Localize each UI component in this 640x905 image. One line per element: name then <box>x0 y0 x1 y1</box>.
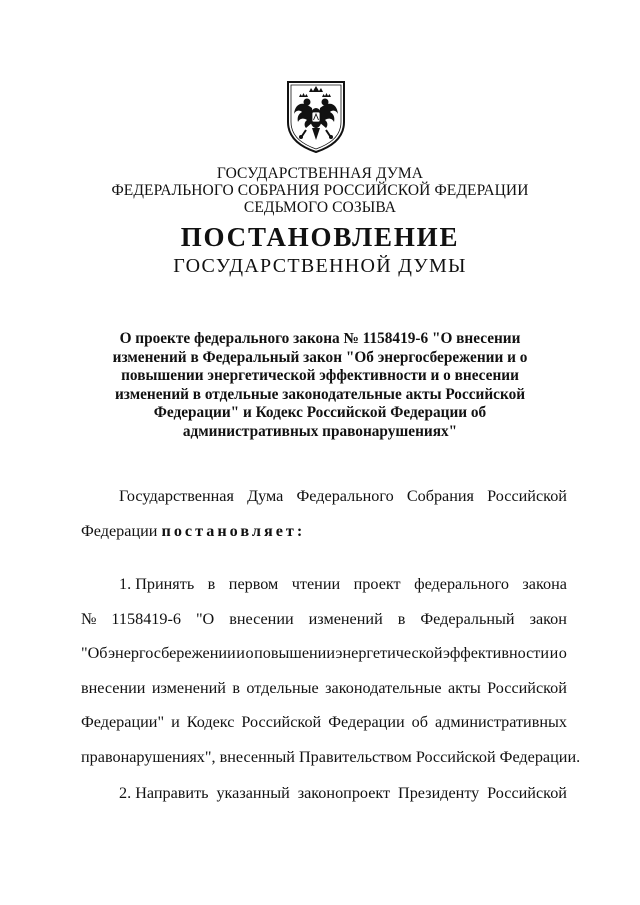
item-1-line-4 <box>81 678 567 713</box>
word: о <box>558 644 567 662</box>
item-1-line-6 <box>81 747 581 782</box>
word: Собрания <box>406 487 475 505</box>
word: "Об <box>81 644 108 662</box>
resolves-word: постановляет: <box>161 521 306 540</box>
word: закона <box>522 575 567 593</box>
word: № <box>81 609 97 628</box>
item-1-line-5 <box>81 712 567 747</box>
word: Государственная <box>119 487 234 505</box>
word: Федерации <box>81 521 158 540</box>
word: Федеральный <box>420 609 515 628</box>
word: административных <box>435 713 567 731</box>
word: Российской <box>241 713 322 731</box>
word: Кодекс <box>186 713 235 731</box>
word: Российской <box>487 487 567 505</box>
word: законодательные <box>325 678 442 697</box>
word: и <box>171 713 180 731</box>
item-1-line-3 <box>81 643 567 678</box>
word: энергетической <box>335 644 443 662</box>
word: в <box>207 575 216 593</box>
word: акты <box>447 678 481 697</box>
russian-coat-of-arms-emblem <box>282 78 350 154</box>
word: внесении <box>229 609 294 628</box>
word: об <box>411 713 428 731</box>
word: законопроект <box>297 784 391 802</box>
subject-line: О проекте федерального закона № 1158419-6 "О внесении <box>119 330 521 347</box>
subject-line: повышении энергетической эффективности и о внесении <box>121 367 519 384</box>
word: о <box>245 644 254 662</box>
item-1-paragraph <box>81 574 581 781</box>
word: Президенту <box>398 784 480 802</box>
word: отдельные <box>246 678 319 697</box>
subject-line: изменений в Федеральный закон "Об энергосбережении и о <box>112 348 528 366</box>
issuing-authority <box>40 165 600 216</box>
item-2-line-1 <box>81 783 567 818</box>
word: эффективности <box>443 644 550 662</box>
word: и <box>236 644 245 662</box>
word: федерального <box>414 575 509 593</box>
word: проект <box>353 575 401 593</box>
word: первом <box>228 575 279 593</box>
item-1-line-1 <box>81 574 567 609</box>
word: и <box>549 644 559 662</box>
preamble-line-2 <box>81 521 567 556</box>
word: Российской <box>487 784 567 802</box>
authority-line-1: ГОСУДАРСТВЕННАЯ ДУМА <box>216 165 424 182</box>
word: закон <box>529 609 567 628</box>
word: изменений <box>308 609 383 628</box>
word: Федерального <box>296 487 394 505</box>
word: Федерации <box>328 713 405 731</box>
preamble-paragraph <box>81 486 567 555</box>
word: "О <box>195 609 215 628</box>
authority-line-3: СЕДЬМОГО СОЗЫВА <box>243 199 397 216</box>
word: повышении <box>254 644 335 662</box>
item-2-paragraph <box>81 783 567 818</box>
word: в <box>232 678 240 697</box>
word: 1158419-6 <box>111 609 181 628</box>
document-subject <box>40 330 600 441</box>
word: Дума <box>247 487 284 505</box>
word: 2. Направить <box>119 784 209 802</box>
word: Российской <box>487 678 567 697</box>
item-1-line-2 <box>81 609 567 644</box>
word: изменений <box>151 678 226 697</box>
document-subtitle: ГОСУДАРСТВЕННОЙ ДУМЫ <box>173 255 467 277</box>
subject-line: Федерации" и Кодекс Российской Федерации об <box>153 404 487 421</box>
word: внесении <box>81 678 146 697</box>
word: в <box>397 609 406 628</box>
word: чтении <box>291 575 341 593</box>
word: 1. Принять <box>119 575 195 593</box>
subject-line: изменений в отдельные законодательные акты Российской <box>114 385 526 403</box>
document-title: ПОСТАНОВЛЕНИЕ <box>180 222 460 252</box>
word: Федерации" <box>81 713 165 731</box>
authority-line-2: ФЕДЕРАЛЬНОГО СОБРАНИЯ РОССИЙСКОЙ ФЕДЕРАЦИИ <box>111 182 529 199</box>
preamble-line-1 <box>81 486 567 521</box>
word: энергосбережении <box>108 644 236 662</box>
word: правонарушениях", внесенный Правительством Российской Федерации. <box>81 747 581 766</box>
subject-line: административных правонарушениях" <box>182 422 458 440</box>
word: указанный <box>216 784 290 802</box>
